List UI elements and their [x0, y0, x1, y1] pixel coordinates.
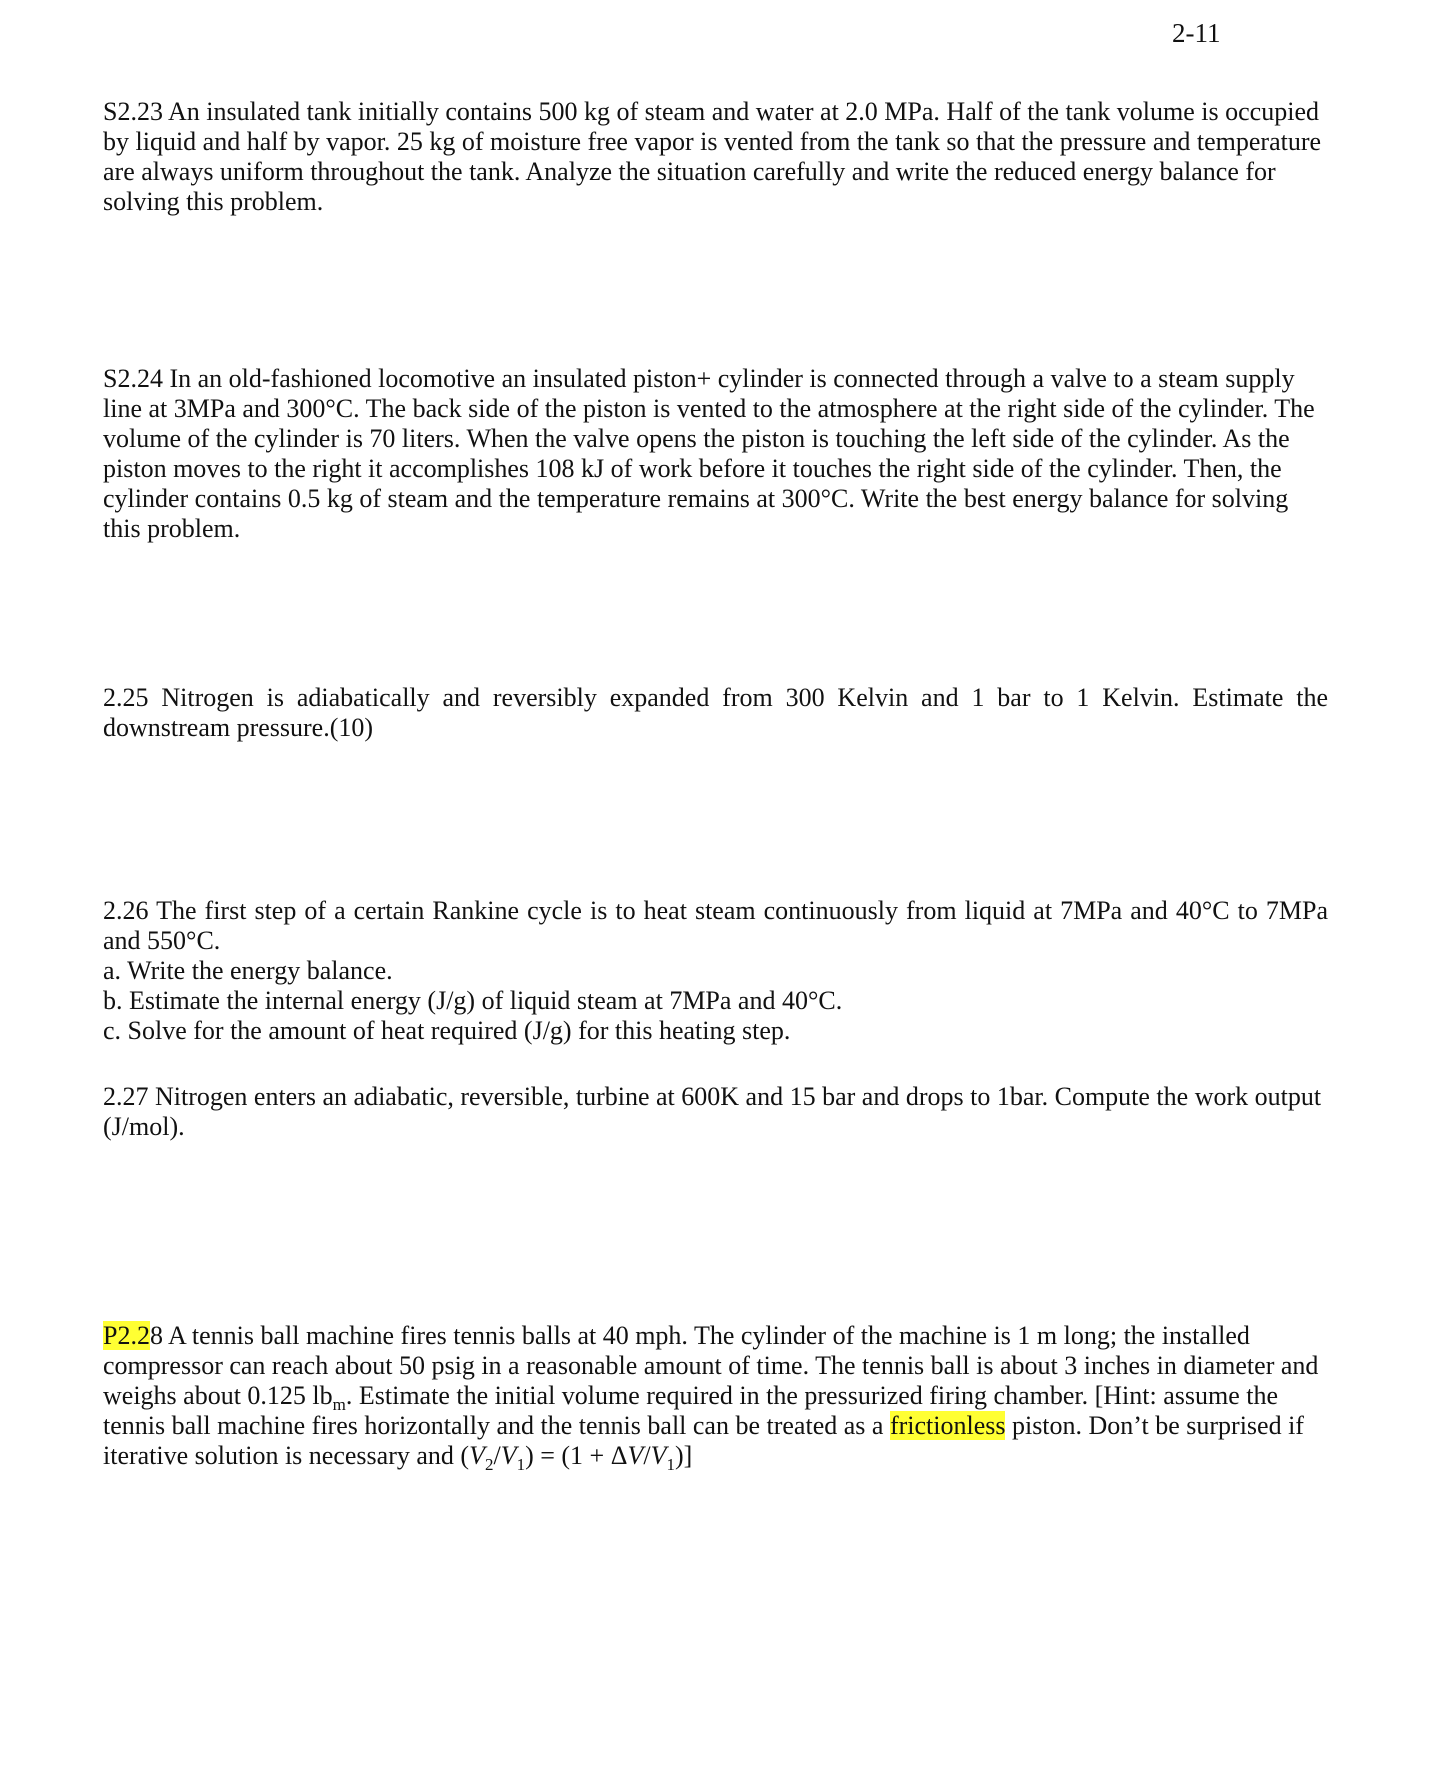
page-number: 2-11: [1172, 18, 1221, 48]
problem-text: 2.27 Nitrogen enters an adiabatic, reversible, turbine at 600K and 15 bar and drops to 1bar. Compute the work output (J/mol).: [103, 1082, 1322, 1141]
problem-text: 2.26 The first step of a certain Rankine cycle is to heat steam continuously from liquid at 7MPa and 40°C to 7MPa and 550°C.: [103, 896, 1328, 955]
problem-2-26: [103, 896, 1328, 1046]
highlighted-word: frictionless: [889, 1411, 1006, 1440]
problem-p2-28: [103, 1321, 1328, 1475]
problem-id-rest: 8: [149, 1321, 163, 1350]
highlighted-problem-id: P2.2: [103, 1321, 150, 1350]
problem-part-c: c. Solve for the amount of heat required (J/g) for this heating step.: [103, 1016, 791, 1045]
problem-s2-23: [103, 97, 1328, 217]
problem-part-b: b. Estimate the internal energy (J/g) of liquid steam at 7MPa and 40°C.: [103, 986, 843, 1015]
problem-text: S2.24 In an old-fashioned locomotive an insulated piston+ cylinder is connected through a valve to a steam supply line at 3MPa and 300°C. The back side of the piston is vented to the atmosphere at the right side of the cylinder. The volume of the cylinder is 70 liters. When the valve opens the piston is touching the left side of the cylinder. As the piston moves to the right it accomplishes 108 kJ of work before it touches the right side of the cylinder. Then, the cylinder contains 0.5 kg of steam and the temperature remains at 300°C. Write the best energy balance for solving this problem.: [103, 364, 1315, 543]
problem-text-a: A tennis ball machine fires tennis balls at 40 mph. The cylinder of the machine is 1 m long; the installed compressor can reach about 50 psig in a reasonable amount of time. The tennis ball is about 3 inches in diameter and weighs about 0.125 lb: [103, 1321, 1319, 1410]
unit-subscript: m: [332, 1395, 346, 1415]
problem-text-b: . Estimate the initial volume required in the pressurized firing chamber. [Hint: assume the tennis ball machine fires horizontally and the tennis ball can be treated as a: [103, 1381, 1279, 1440]
problem-text: 2.25 Nitrogen is adiabatically and reversibly expanded from 300 Kelvin and 1 bar to 1 Kelvin. Estimate the downstream pressure.(10): [103, 683, 1328, 742]
formula: $V_2/V_1) = (1 + \Delta V/V_1)$]: [469, 1441, 693, 1475]
problem-part-a: a. Write the energy balance.: [103, 956, 393, 985]
problem-s2-24: [103, 364, 1328, 544]
problem-2-25: [103, 683, 1328, 743]
problem-2-27: [103, 1082, 1328, 1142]
problem-text-c: piston. Don’t be surprised if iterative solution is necessary and (: [103, 1411, 1304, 1470]
problem-text: S2.23 An insulated tank initially contains 500 kg of steam and water at 2.0 MPa. Half of the tank volume is occupied by liquid and half by vapor. 25 kg of moisture free vapor is vented from the tank so that the pressure and temperature are always uniform throughout the tank. Analyze the situation carefully and write the reduced energy balance for solving this problem.: [103, 97, 1322, 216]
